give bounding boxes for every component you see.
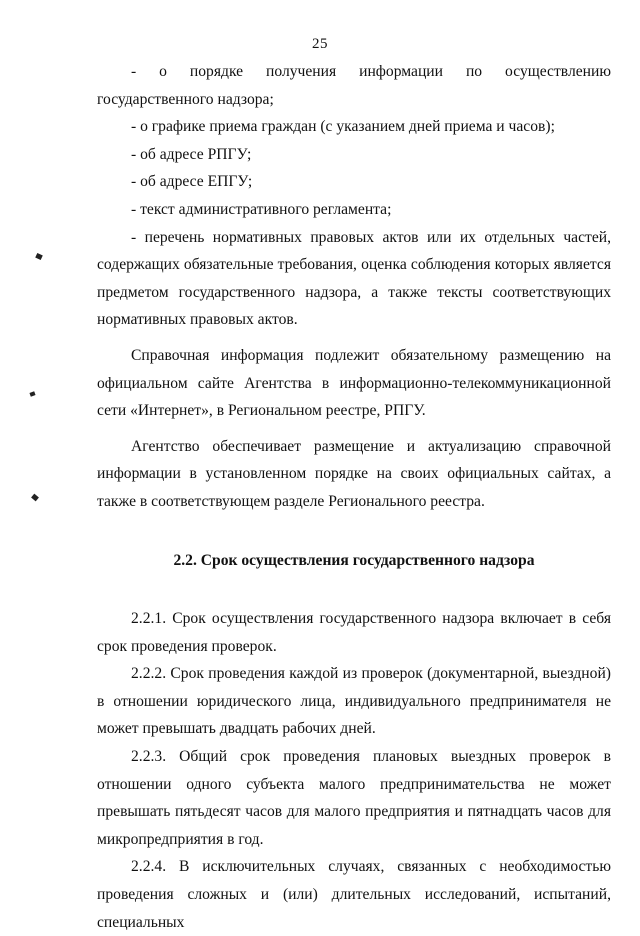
clause-2-2-3: 2.2.3. Общий срок проведения плановых выездных проверок в отношении одного субъекта малого предпринимательства не может превышать пятьдесят часов для малого предприятия и пятнадцать часов для микропредприятия в год. [97,748,611,848]
margin-mark [29,391,35,396]
section-heading: 2.2. Срок осуществления государственного надзора [173,551,535,569]
list-item-legal-acts: - перечень нормативных правовых актов или их отдельных частей, содержащих обязательные требования, оценка соблюдения которых является предметом государственного надзора, а также тексты соответствующих нормативных правовых актов. [97,228,611,329]
list-item-epgu-address: - об адресе ЕПГУ; [131,173,253,191]
clause-2-2-4: 2.2.4. В исключительных случаях, связанных с необходимостью проведения сложных и (или) длительных исследований, испытаний, специальных [97,858,611,931]
clause-2-2-2: 2.2.2. Срок проведения каждой из проверок (документарной, выездной) в отношении юридического лица, индивидуального предпринимателя не может превышать двадцать рабочих дней. [97,665,611,738]
margin-mark [35,253,43,260]
document-body [97,58,611,936]
list-item-rpgu-address: - об адресе РПГУ; [131,145,252,163]
clause-2-2-1: 2.2.1. Срок осуществления государственного надзора включает в себя срок проведения проверок. [97,610,611,655]
page-number: 25 [312,36,328,52]
paragraph-reference-info: Справочная информация подлежит обязательному размещению на официальном сайте Агентства в информационно-телекоммуникационной сети «Интернет», в Региональном реестре, РПГУ. [97,346,611,420]
paragraph-agency-publishing: Агентство обеспечивает размещение и актуализацию справочной информации в установленном порядке на своих официальных сайтах, а также в соответствующем разделе Регионального реестра. [97,437,611,510]
margin-mark [31,494,39,502]
list-item-info-procedure: - о порядке получения информации по осуществлению государственного надзора; [97,63,611,108]
list-item-reception-schedule: - о графике приема граждан (с указанием дней приема и часов); [131,118,555,136]
list-item-regulation-text: - текст административного регламента; [131,200,392,218]
